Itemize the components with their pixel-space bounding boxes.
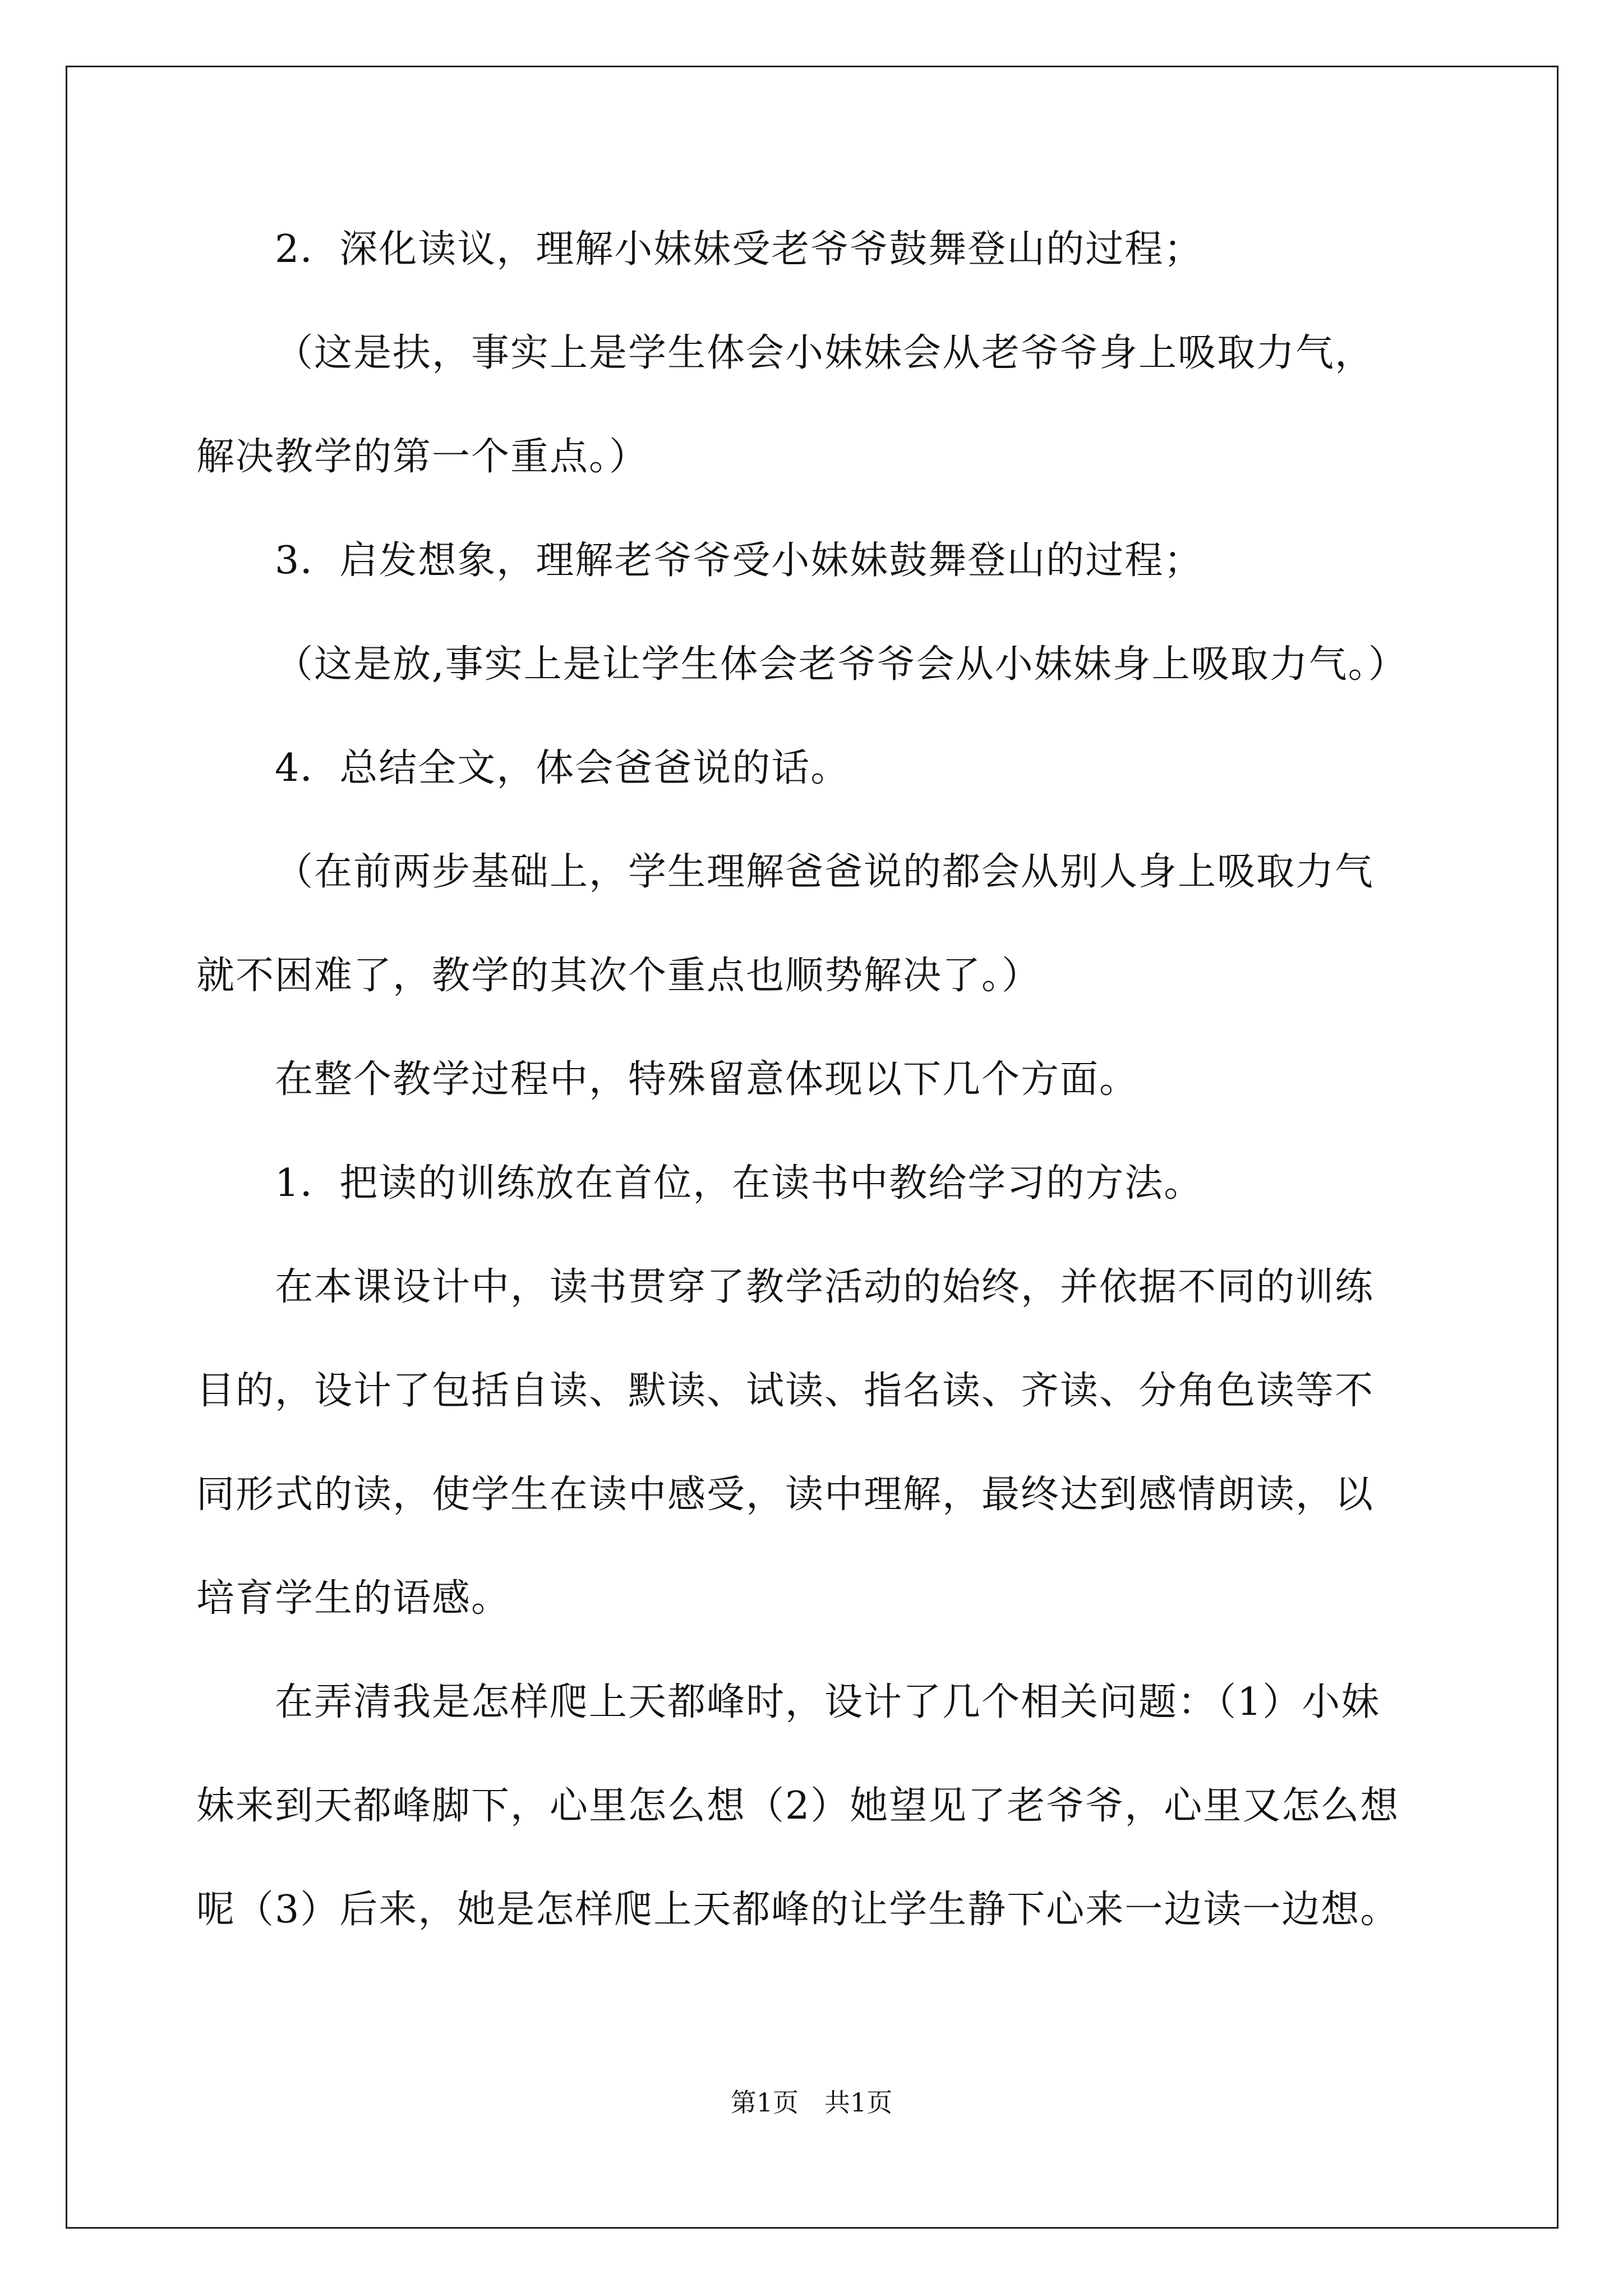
page-number-footer: 第1页 共1页 [730,2087,893,2118]
text-line-2: （这是扶，事实上是学生体会小妹妹会从老爷爷身上吸取力气， [275,331,1375,375]
text-line-5: （这是放,事实上是让学生体会老爷爷会从小妹妹身上吸取力气。） [275,642,1408,687]
text-line-8: 就不困难了，教学的其次个重点也顺势解决了。） [196,954,1041,998]
text-line-14: 培育学生的语感。 [196,1576,511,1621]
text-line-12: 目的，设计了包括自读、默读、试读、指名读、齐读、分角色读等不 [196,1369,1375,1413]
text-line-13: 同形式的读，使学生在读中感受，读中理解，最终达到感情朗读，以 [196,1473,1375,1517]
text-line-15: 在弄清我是怎样爬上天都峰时，设计了几个相关问题：（1）小妹 [275,1680,1381,1724]
text-line-6: 4．总结全文，体会爸爸说的话。 [275,746,850,790]
text-line-11: 在本课设计中，读书贯穿了教学活动的始终，并依据不同的训练 [275,1265,1375,1309]
text-line-4: 3．启发想象，理解老爷爷受小妹妹鼓舞登山的过程； [275,539,1204,583]
text-line-1: 2．深化读议，理解小妹妹受老爷爷鼓舞登山的过程； [275,227,1204,272]
text-line-9: 在整个教学过程中，特殊留意体现以下几个方面。 [275,1057,1139,1102]
text-line-16: 妹来到天都峰脚下，心里怎么想（2）她望见了老爷爷，心里又怎么想 [196,1784,1400,1828]
text-line-10: 1．把读的训练放在首位，在读书中教给学习的方法。 [275,1161,1204,1205]
text-line-17: 呢（3）后来，她是怎样爬上天都峰的让学生静下心来一边读一边想。 [196,1888,1400,1932]
text-line-3: 解决教学的第一个重点。） [196,435,649,479]
text-line-7: （在前两步基础上，学生理解爸爸说的都会从别人身上吸取力气 [275,850,1375,894]
